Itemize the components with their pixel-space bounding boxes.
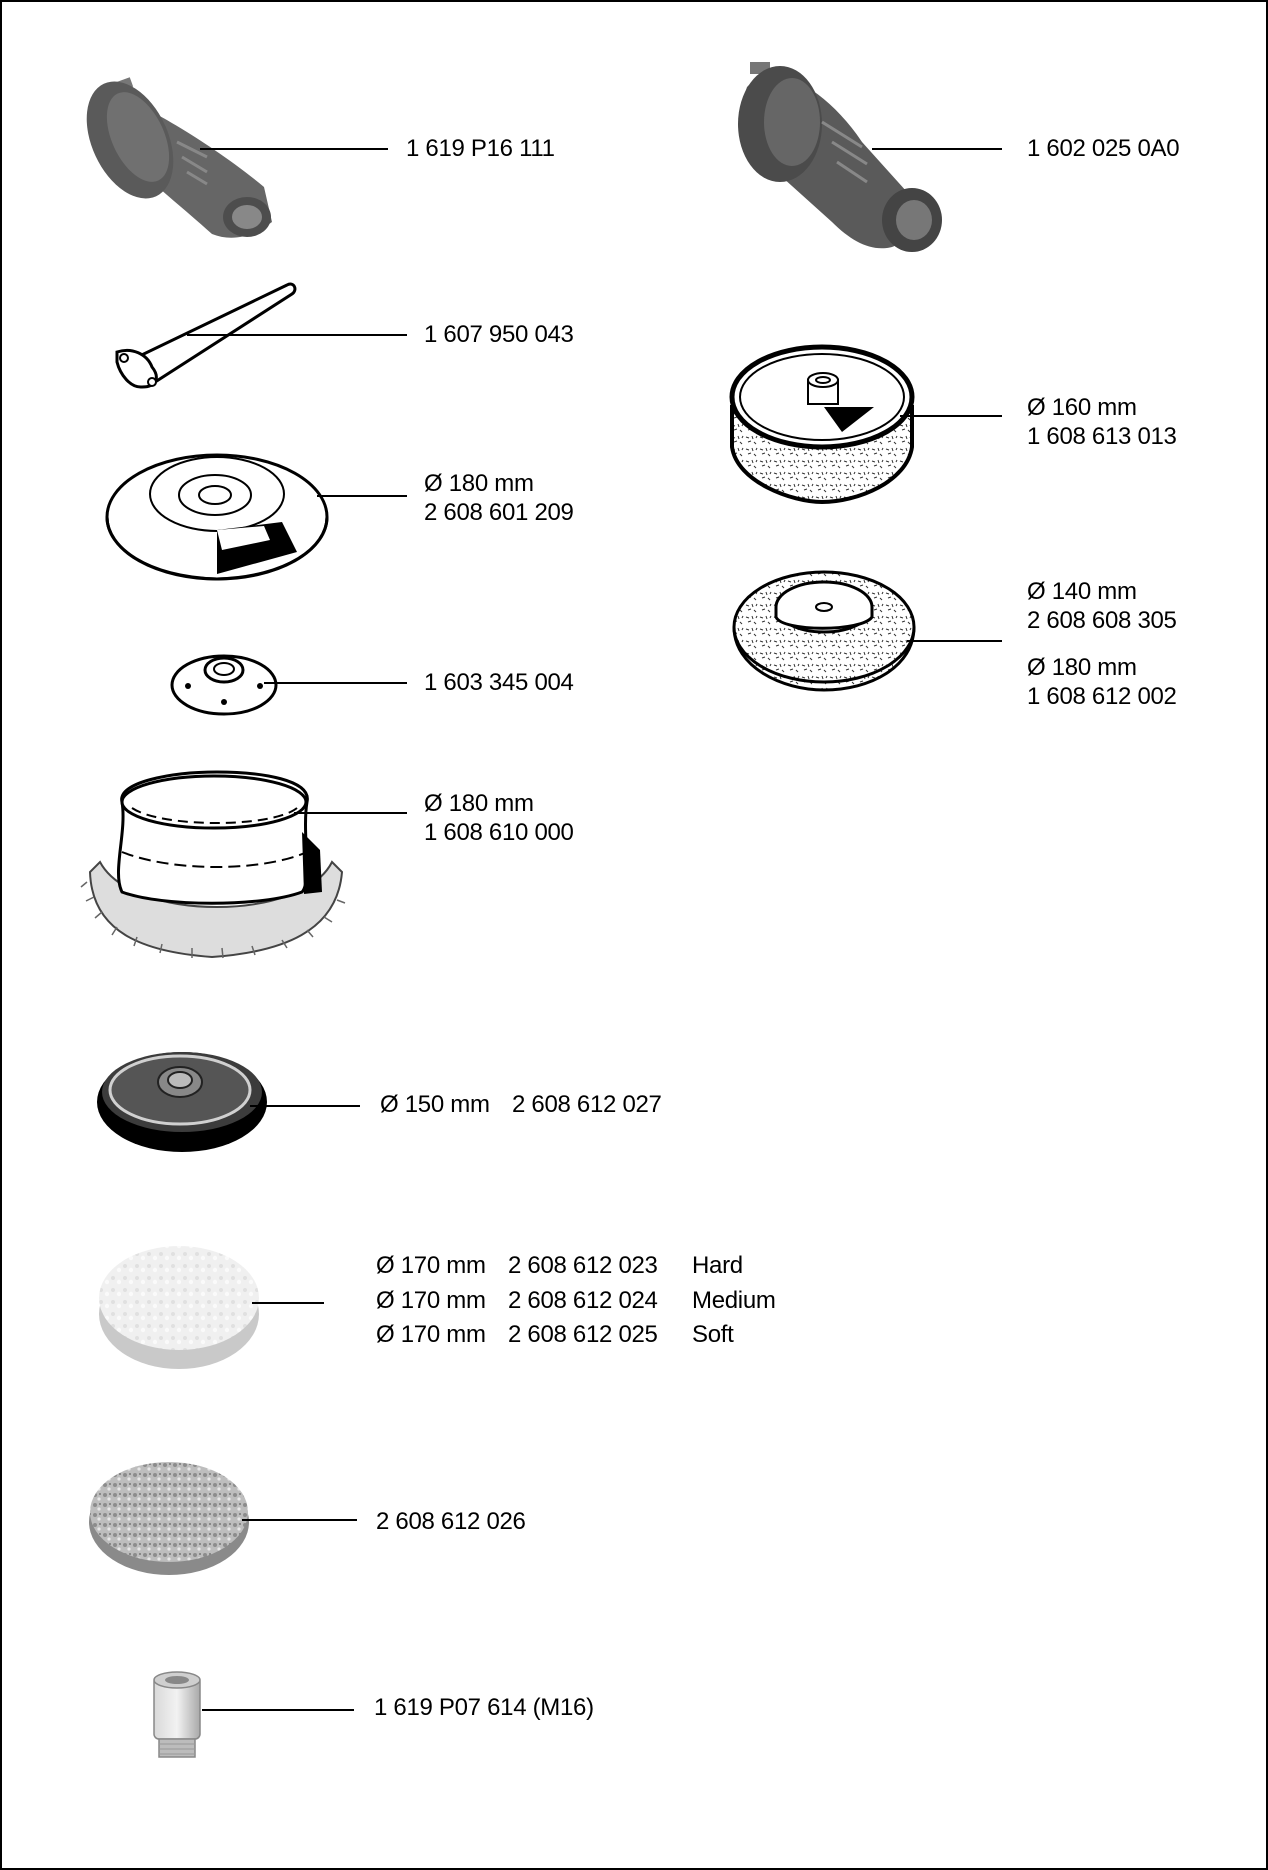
- part-label-backing-pad: [380, 1090, 700, 1119]
- diameter-label: Ø 150 mm: [380, 1091, 490, 1118]
- diameter-label: Ø 170 mm: [376, 1321, 486, 1348]
- part-label-thread-adapter: [374, 1693, 594, 1722]
- part-number: 2 608 612 025: [508, 1321, 658, 1348]
- part-number: 2 608 612 026: [376, 1508, 526, 1535]
- part-label-clamping-nut: [424, 668, 574, 697]
- part-label-polishing-sponge-cup: [1027, 393, 1177, 451]
- grade-label: Soft: [692, 1321, 734, 1348]
- part-number: 1 608 612 002: [1027, 683, 1177, 710]
- part-number: 1 607 950 043: [424, 321, 574, 348]
- part-label-polishing-felt: [376, 1507, 526, 1536]
- table-row: [376, 1286, 796, 1315]
- part-label-lambswool-bonnet: [424, 789, 574, 847]
- diameter-label: Ø 140 mm: [1027, 578, 1137, 605]
- lambswool-bonnet-icon: [81, 772, 345, 958]
- polishing-felt-icon: [89, 1462, 249, 1575]
- part-number: 2 608 612 023: [508, 1252, 658, 1279]
- diameter-label: Ø 170 mm: [376, 1252, 486, 1279]
- part-label-protection-guard: [424, 469, 574, 527]
- protection-guard-icon: [107, 455, 327, 579]
- clamping-nut-icon: [172, 656, 276, 714]
- part-number: 2 608 608 305: [1027, 607, 1177, 634]
- thread-adapter-icon: [154, 1672, 200, 1757]
- part-number: 1 602 025 0A0: [1027, 135, 1180, 162]
- part-number: 1 603 345 004: [424, 669, 574, 696]
- diameter-label: Ø 160 mm: [1027, 394, 1137, 421]
- part-label-pin-spanner: [424, 320, 574, 349]
- accessories-illustration: [2, 2, 1266, 1868]
- part-number: 2 608 612 024: [508, 1287, 658, 1314]
- diameter-label: Ø 180 mm: [424, 790, 534, 817]
- polishing-sponge-pad-icon: [734, 572, 914, 690]
- part-number: 1 619 P16 111: [406, 135, 555, 162]
- part-label-auxiliary-handle-2: [1027, 134, 1179, 163]
- diameter-label: Ø 170 mm: [376, 1287, 486, 1314]
- part-number: 1 608 613 013: [1027, 423, 1177, 450]
- grade-label: Hard: [692, 1252, 743, 1279]
- part-number: 1 619 P07 614 (M16): [374, 1694, 594, 1721]
- diameter-label: Ø 180 mm: [424, 470, 534, 497]
- grade-label: Medium: [692, 1287, 776, 1314]
- diameter-label: Ø 180 mm: [1027, 654, 1137, 681]
- vibration-handle-icon: [738, 62, 942, 252]
- table-row: [376, 1251, 796, 1280]
- table-row: [376, 1320, 796, 1349]
- polishing-sponge-cup-icon: [732, 347, 912, 502]
- part-number: 2 608 612 027: [512, 1091, 662, 1118]
- auxiliary-handle-icon: [69, 68, 272, 238]
- part-label-polishing-sponge-pad: [1027, 577, 1177, 711]
- polishing-sponge-disc-icon: [99, 1246, 259, 1369]
- part-label-auxiliary-handle-1: [406, 134, 555, 163]
- part-number: 1 608 610 000: [424, 819, 574, 846]
- part-number: 2 608 601 209: [424, 499, 574, 526]
- backing-pad-icon: [97, 1052, 267, 1152]
